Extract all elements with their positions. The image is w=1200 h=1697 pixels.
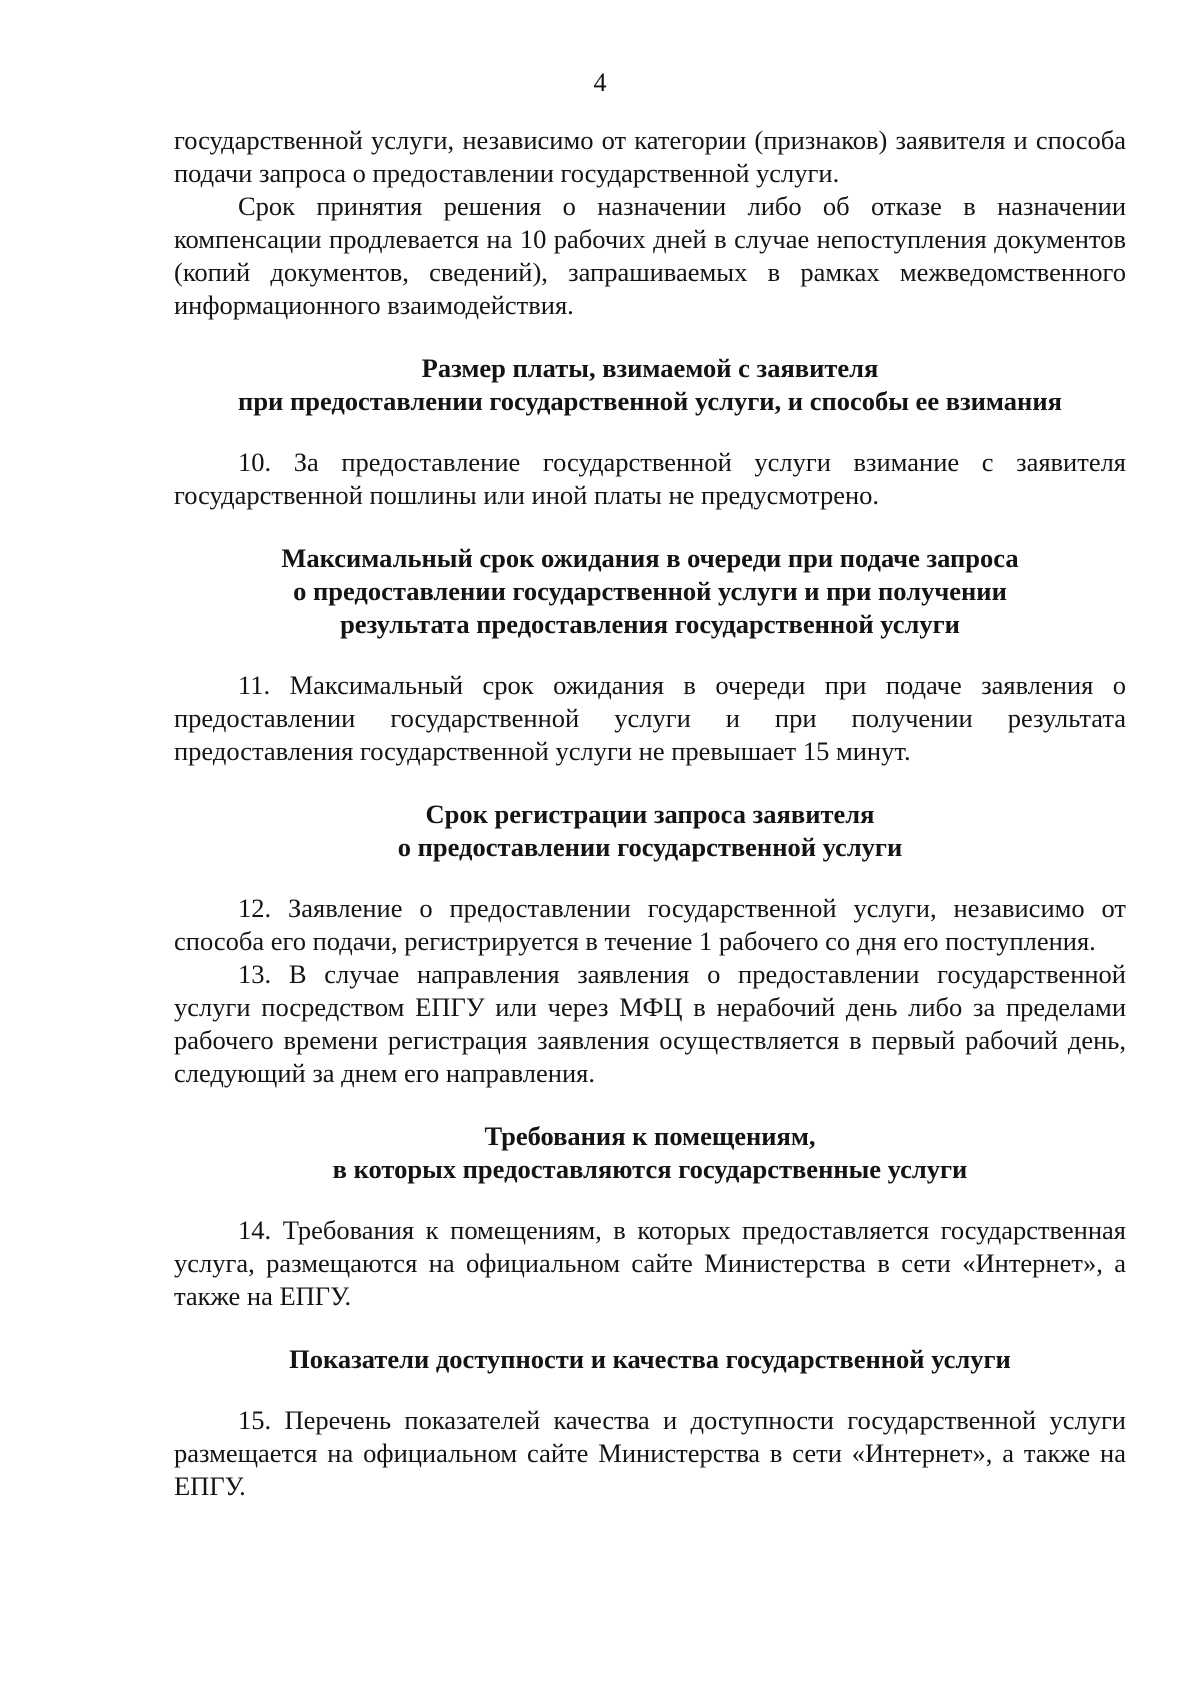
heading-line: о предоставлении государственной услуги (397, 832, 903, 862)
heading-line: Требования к помещениям, (484, 1121, 816, 1151)
section-heading-premises (174, 1120, 1126, 1186)
document-body (174, 124, 1126, 1503)
paragraph-item-15: 15. Перечень показателей качества и доступности государственной услуги размещается на официальном сайте Министерства в сети «Интернет», а также на ЕПГУ. (174, 1405, 1126, 1501)
paragraph-item-11: 11. Максимальный срок ожидания в очереди при подаче заявления о предоставлении государственной услуги и при получении результата предоставления государственной услуги не превышает 15 минут. (174, 670, 1126, 766)
paragraph-item-14: 14. Требования к помещениям, в которых предоставляется государственная услуга, размещаются на официальном сайте Министерства в сети «Интернет», а также на ЕПГУ. (174, 1215, 1126, 1311)
section-heading-registration (174, 798, 1126, 864)
heading-line: Срок регистрации запроса заявителя (425, 799, 875, 829)
paragraph-item-12: 12. Заявление о предоставлении государственной услуги, независимо от способа его подачи, регистрируется в течение 1 рабочего со дня его поступления. (174, 893, 1126, 956)
section-heading-quality (174, 1343, 1126, 1376)
paragraph-item-10: 10. За предоставление государственной услуги взимание с заявителя государственной пошлины или иной платы не предусмотрено. (174, 447, 1126, 510)
paragraph-term-extension: Срок принятия решения о назначении либо об отказе в назначении компенсации продлевается на 10 рабочих дней в случае непоступления документов (копий документов, сведений), запрашиваемых в рамках межведомственного информационного взаимодействия. (174, 191, 1126, 320)
heading-line: Показатели доступности и качества государственной услуги (289, 1344, 1011, 1374)
heading-line: при предоставлении государственной услуги, и способы ее взимания (238, 386, 1062, 416)
heading-line: Размер платы, взимаемой с заявителя (421, 353, 879, 383)
paragraph-item-13: 13. В случае направления заявления о предоставлении государственной услуги посредством ЕПГУ или через МФЦ в нерабочий день либо за пределами рабочего времени регистрация заявления осуществляется в первый рабочий день, следующий за днем его направления. (174, 959, 1126, 1088)
section-heading-fee (174, 352, 1126, 418)
paragraph-intro-continuation: государственной услуги, независимо от категории (признаков) заявителя и способа подачи запроса о предоставлении государственной услуги. (174, 125, 1126, 188)
heading-line: в которых предоставляются государственные услуги (332, 1154, 968, 1184)
heading-line: Максимальный срок ожидания в очереди при подаче запроса (281, 543, 1019, 573)
heading-line: результата предоставления государственной услуги (340, 609, 960, 639)
section-heading-queue (174, 542, 1126, 641)
heading-line: о предоставлении государственной услуги и при получении (293, 576, 1007, 606)
page-number: 4 (593, 68, 607, 97)
